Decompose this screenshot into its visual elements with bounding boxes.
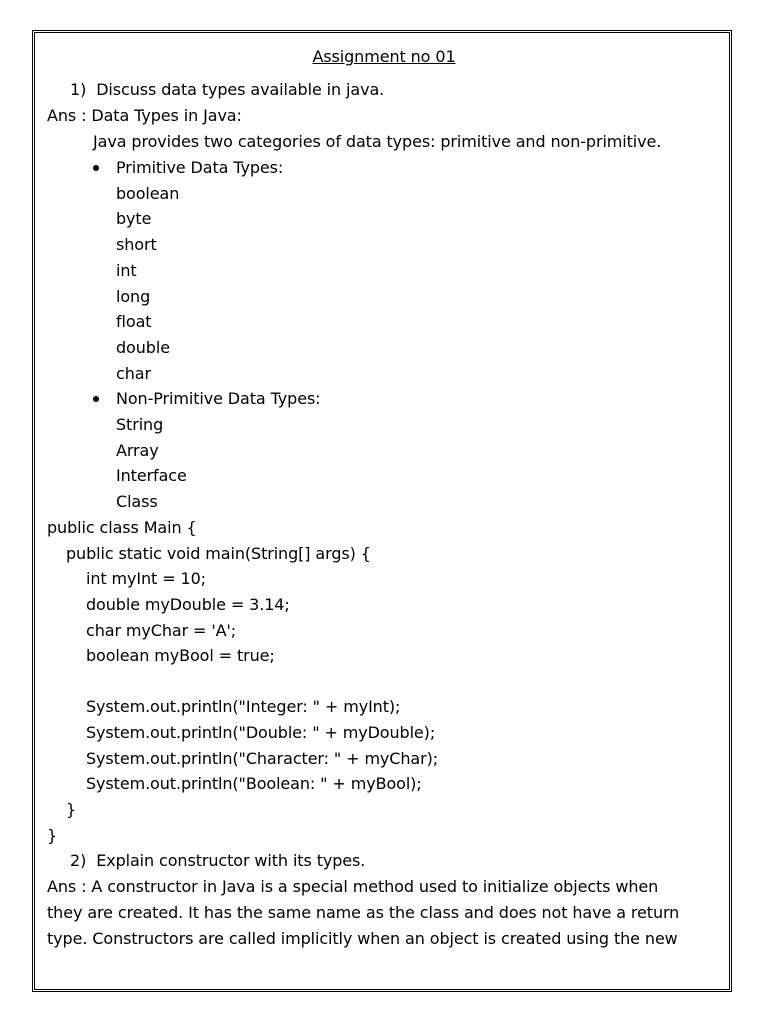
answer-1-label: Ans : Data Types in Java: <box>47 106 242 125</box>
answer-2-line: Ans : A constructor in Java is a special method used to initialize objects when <box>47 877 659 896</box>
code-line: boolean myBool = true; <box>86 646 275 665</box>
bullet-icon <box>93 165 99 171</box>
code-line: System.out.println("Character: " + myChar); <box>86 749 439 768</box>
list-item: float <box>116 312 152 331</box>
code-line: } <box>47 826 58 845</box>
bullet-icon <box>93 396 99 402</box>
list-item: Class <box>116 492 158 511</box>
list-item: short <box>116 235 157 254</box>
list-item: Interface <box>116 466 187 485</box>
code-line: System.out.println("Integer: " + myInt); <box>86 697 401 716</box>
page-title: Assignment no 01 <box>312 47 456 66</box>
question-1: 1) Discuss data types available in java. <box>70 80 385 99</box>
list-item: boolean <box>116 184 180 203</box>
answer-1-intro: Java provides two categories of data types: primitive and non-primitive. <box>93 132 662 151</box>
nonprimitive-heading: Non-Primitive Data Types: <box>116 389 321 408</box>
list-item: Array <box>116 441 159 460</box>
primitive-heading: Primitive Data Types: <box>116 158 284 177</box>
code-line: double myDouble = 3.14; <box>86 595 290 614</box>
question-2: 2) Explain constructor with its types. <box>70 851 366 870</box>
code-line: } <box>66 800 77 819</box>
list-item: int <box>116 261 137 280</box>
code-line: public class Main { <box>47 518 197 537</box>
list-item: byte <box>116 209 152 228</box>
code-line: public static void main(String[] args) { <box>66 544 371 563</box>
list-item: String <box>116 415 164 434</box>
answer-2-line: they are created. It has the same name as the class and does not have a return <box>47 903 680 922</box>
list-item: double <box>116 338 170 357</box>
answer-2-line: type. Constructors are called implicitly when an object is created using the new <box>47 929 678 948</box>
code-line: System.out.println("Boolean: " + myBool); <box>86 774 422 793</box>
code-line: System.out.println("Double: " + myDouble); <box>86 723 436 742</box>
code-line: int myInt = 10; <box>86 569 206 588</box>
list-item: long <box>116 287 151 306</box>
code-line: char myChar = 'A'; <box>86 621 237 640</box>
list-item: char <box>116 364 151 383</box>
